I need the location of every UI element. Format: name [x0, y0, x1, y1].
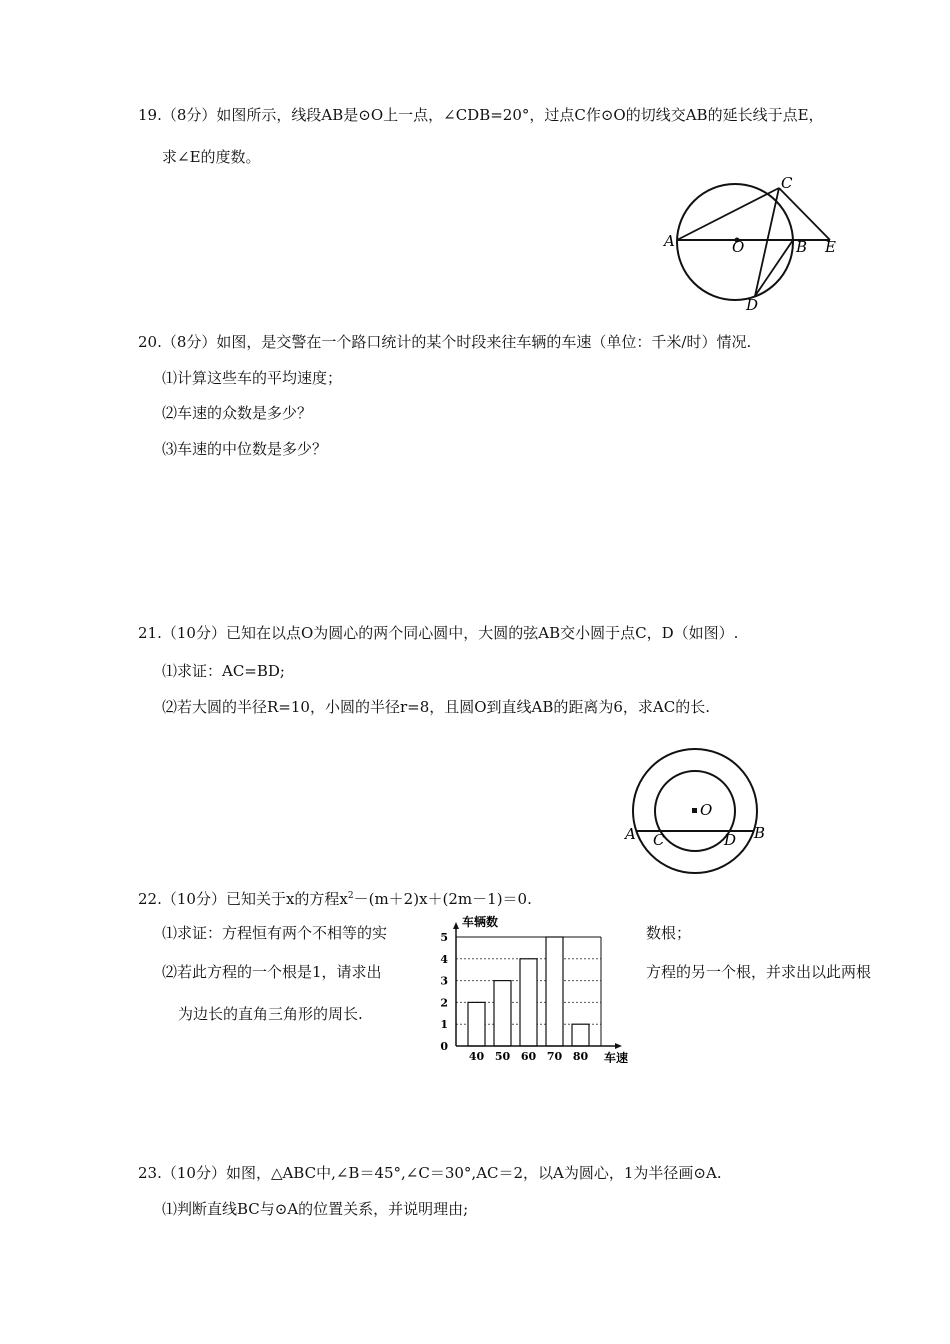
chart-bar: [546, 937, 563, 1046]
q19-line2: 求∠E的度数。: [162, 148, 261, 166]
chart-ytick-label: 5: [440, 931, 448, 944]
q19-circle-figure: [660, 172, 860, 322]
q21-part2: ⑵若大圆的半径R=10，小圆的半径r=8，且圆O到直线AB的距离为6，求AC的长.: [162, 698, 711, 716]
chart-ytick-label: 1: [440, 1018, 448, 1032]
label-a: A: [625, 825, 636, 843]
label-a: A: [664, 232, 675, 250]
chart-xtick-label: 50: [494, 1050, 511, 1063]
label-b: B: [754, 824, 766, 842]
chart-bars: [468, 937, 589, 1046]
q20-part2: ⑵车速的众数是多少？: [162, 404, 313, 422]
chart-bar: [494, 981, 511, 1046]
chart-xtick-label: 70: [546, 1050, 563, 1063]
line-ac: [677, 188, 779, 240]
chart-ytick-label: 4: [440, 952, 448, 966]
chart-xtick-label: 80: [572, 1050, 589, 1063]
q21-part1: ⑴求证：AC=BD;: [162, 662, 285, 680]
chart-xtick-label: 40: [468, 1050, 485, 1063]
chart-ylabel: 车辆数: [462, 915, 499, 929]
chart-xtick-label: 60: [520, 1050, 537, 1063]
q20-part3: ⑶车速的中位数是多少？: [162, 440, 328, 458]
speed-bar-chart: [438, 913, 648, 1063]
q21-stem: 21.（10分）已知在以点O为圆心的两个同心圆中，大圆的弦AB交小圆于点C，D（如图）.: [138, 624, 739, 642]
label-e: E: [825, 238, 836, 256]
q23-part1: ⑴判断直线BC与⊙A的位置关系，并说明理由;: [162, 1200, 469, 1218]
center-dot: [692, 808, 697, 813]
q22-part2-right: 方程的另一个根，并求出以此两根: [646, 963, 872, 981]
q22-part1-left: ⑴求证：方程恒有两个不相等的实: [162, 924, 388, 942]
chart-bar: [520, 959, 537, 1046]
q22-stem-sup: 2: [347, 891, 354, 901]
label-d: D: [724, 831, 737, 849]
q20-part1: ⑴计算这些车的平均速度；: [162, 369, 343, 387]
q22-part1-right: 数根；: [646, 924, 692, 942]
q22-stem-b: －(m＋2)x＋(2m－1)＝0.: [353, 890, 532, 908]
q23-stem: 23.（10分）如图，△ABC中,∠B＝45°,∠C＝30°,AC＝2，以A为圆心，1为半径画⊙A.: [138, 1164, 722, 1182]
chart-ticks: [440, 931, 588, 1063]
label-b: B: [796, 238, 808, 256]
q22-part2-left: ⑵若此方程的一个根是1，请求出: [162, 963, 382, 981]
chart-xlabel: 车速: [604, 1051, 629, 1063]
chart-bar: [468, 1002, 485, 1046]
label-c: C: [781, 174, 793, 192]
q22-part2-cont: 为边长的直角三角形的周长.: [178, 1005, 363, 1023]
label-c: C: [653, 831, 665, 849]
q21-concentric-figure: [620, 745, 770, 885]
chart-bar: [572, 1024, 589, 1046]
label-o: O: [732, 238, 745, 256]
q19-line1: 19.（8分）如图所示，线段AB是⊙O上一点，∠CDB=20°，过点C作⊙O的切线交AB的延长线于点E，: [138, 106, 824, 124]
chart-ytick-label: 0: [440, 1040, 448, 1053]
chart-ytick-label: 2: [440, 996, 448, 1010]
q20-stem: 20.（8分）如图，是交警在一个路口统计的某个时段来往车辆的车速（单位：千米/时）情况.: [138, 333, 752, 351]
label-d: D: [746, 296, 759, 314]
chart-x-arrow: [615, 1043, 622, 1049]
chart-y-arrow: [453, 922, 459, 929]
q22-stem: [138, 888, 532, 909]
label-o: O: [700, 801, 713, 819]
chart-ytick-label: 3: [440, 974, 448, 988]
q22-stem-a: 22.（10分）已知关于x的方程x: [138, 890, 348, 908]
